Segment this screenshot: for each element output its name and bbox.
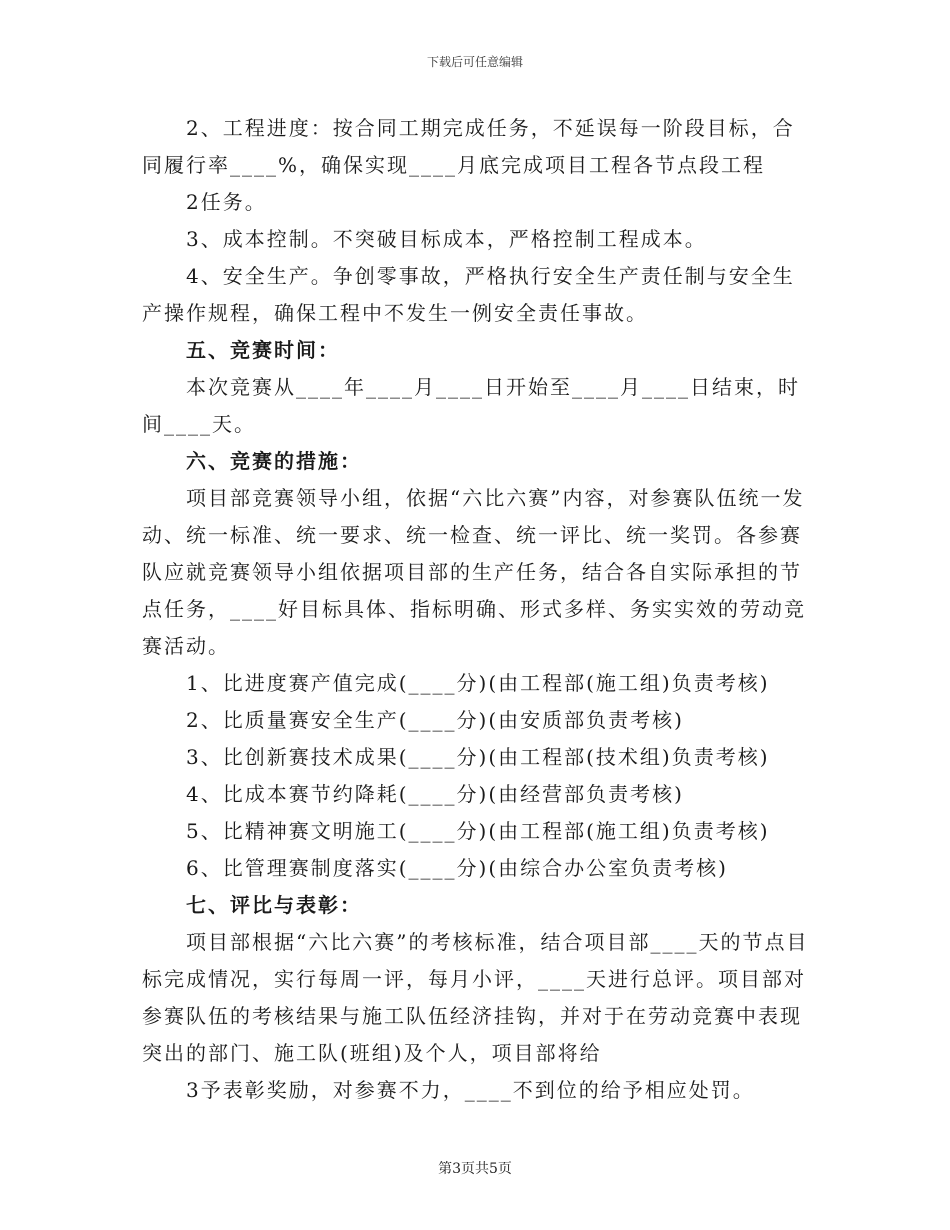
paragraph-safety: 4、安全生产。争创零事故，严格执行安全生产责任制与安全生产操作规程，确保工程中不发生一例安全责任事故。: [142, 264, 795, 325]
paragraph-cost: 3、成本控制。不突破目标成本，严格控制工程成本。: [186, 227, 707, 251]
list-item-progress: 1、比进度赛产值完成(____分)(由工程部(施工组)负责考核): [186, 671, 770, 695]
document-body: [142, 110, 810, 1109]
list-item-spirit: 5、比精神赛文明施工(____分)(由工程部(施工组)负责考核): [186, 819, 770, 843]
list-item-quality: 2、比质量赛安全生产(____分)(由安质部负责考核): [186, 708, 684, 732]
paragraph-rewards: 3予表彰奖励，对参赛不力，____不到位的给予相应处罚。: [186, 1078, 755, 1102]
paragraph-time: 本次竞赛从____年____月____日开始至____月____日结束，时间____天。: [142, 375, 800, 436]
list-item-management: 6、比管理赛制度落实(____分)(由综合办公室负责考核): [186, 856, 728, 880]
list-item-cost: 4、比成本赛节约降耗(____分)(由经营部负责考核): [186, 782, 684, 806]
paragraph-evaluation: 项目部根据“六比六赛”的考核标准，结合项目部____天的节点目标完成情况，实行每周一评，每月小评，____天进行总评。项目部对参赛队伍的考核结果与施工队伍经济挂钩，并对于在劳动竞赛中表现突出的部门、施工队(班组)及个人，项目部将给: [142, 930, 809, 1065]
section-heading-measures: 六、竞赛的措施：: [186, 449, 362, 473]
page-footer: 第3页共5页: [438, 1161, 512, 1177]
list-item-innovation: 3、比创新赛技术成果(____分)(由工程部(技术组)负责考核): [186, 745, 770, 769]
section-heading-time: 五、竞赛时间：: [186, 338, 340, 362]
section-heading-evaluation: 七、评比与表彰：: [186, 893, 362, 917]
paragraph-measures: 项目部竞赛领导小组，依据“六比六赛”内容，对参赛队伍统一发动、统一标准、统一要求、统一检查、统一评比、统一奖罚。各参赛队应就竞赛领导小组依据项目部的生产任务，结合各自实际承担的节点任务，____好目标具体、指标明确、形式多样、务实实效的劳动竞赛活动。: [142, 486, 806, 658]
page-header: 下载后可任意编辑: [426, 55, 523, 69]
paragraph-task: 2任务。: [186, 190, 267, 214]
paragraph-progress: 2、工程进度：按合同工期完成任务，不延误每一阶段目标，合同履行率____%，确保实现____月底完成项目工程各节点段工程: [142, 116, 795, 177]
